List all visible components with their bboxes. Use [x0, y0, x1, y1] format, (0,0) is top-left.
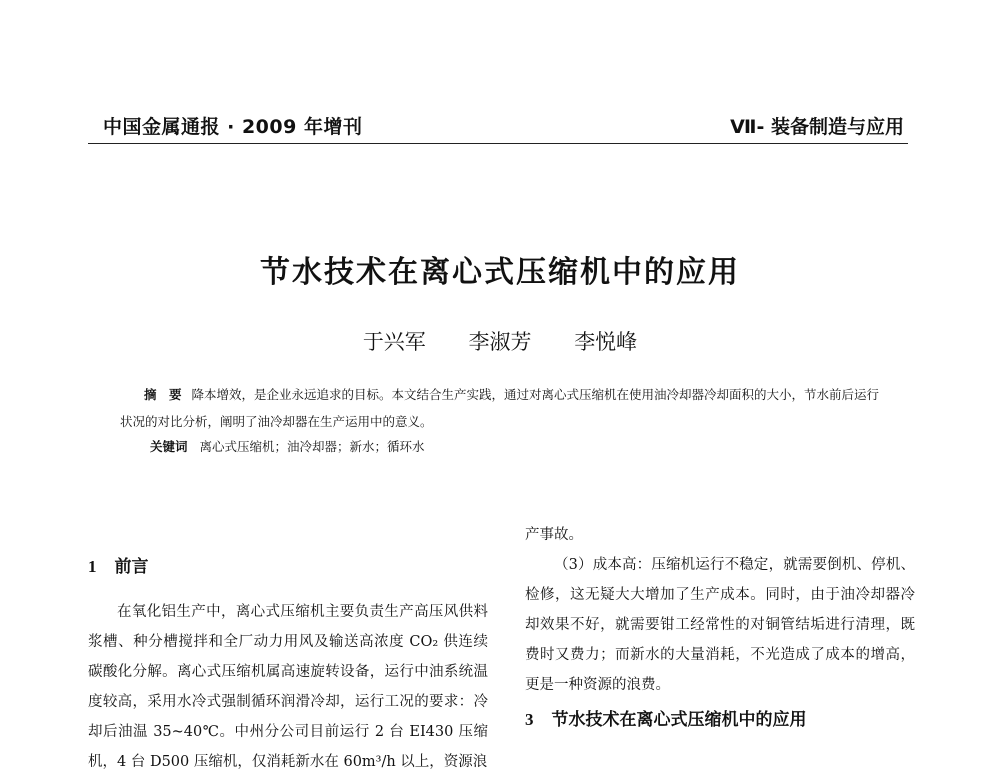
paper-title: 节水技术在离心式压缩机中的应用 — [260, 255, 740, 290]
paragraph-text: （3）成本高：压缩机运行不稳定，就需要倒机、停机、检修，这无疑大大增加了生产成本。同时，由于油冷却器冷却效果不好，就需要钳工经常性的对铜管结垢进行清理，既费时又费力；而新水的大量消耗，不光造成了成本的增高，更是一种资源的浪费。 — [525, 557, 915, 693]
journal-header: 中国金属通报 · 2009 年增刊 — [103, 116, 363, 138]
paragraph-text: 产事故。 — [525, 527, 583, 543]
section-heading — [88, 552, 488, 577]
author: 李淑芳 — [468, 330, 532, 354]
section-number: 1 — [88, 557, 97, 576]
abstract-text: 降本增效，是企业永远追求的目标。本文结合生产实践，通过对离心式压缩机在使用油冷却器冷却面积的大小，节水前后运行状况的对比分析，阐明了油冷却器在生产运用中的意义。 — [120, 387, 880, 429]
section-header: Ⅶ- 装备制造与应用 — [730, 116, 904, 138]
abstract-label: 摘 要 — [144, 387, 182, 402]
section-title: 前言 — [114, 557, 149, 577]
header-divider — [88, 143, 908, 144]
body-paragraph — [88, 597, 488, 777]
section-heading — [525, 705, 915, 730]
author-list — [0, 326, 1000, 356]
author: 于兴军 — [362, 330, 426, 354]
section-title: 节水技术在离心式压缩机中的应用 — [551, 710, 807, 730]
keywords-text: 离心式压缩机；油冷却器；新水；循环水 — [199, 439, 425, 454]
keywords-label: 关键词 — [150, 439, 188, 454]
abstract — [120, 381, 890, 435]
keywords — [150, 437, 425, 455]
body-paragraph — [525, 520, 915, 700]
section-number: 3 — [525, 710, 534, 729]
author: 李悦峰 — [574, 330, 638, 354]
paragraph-text: 在氧化铝生产中，离心式压缩机主要负责生产高压风供料浆槽、种分槽搅拌和全厂动力用风及输送高浓度 CO₂ 供连续碳酸化分解。离心式压缩机属高速旋转设备，运行中油系统温度较高，采用水冷式强制循环润滑冷却，运行工况的要求：冷却后油温 35~40℃。中州分公司目前运行 2 台 EI430 压缩机，4 台 D500 压缩机，仅消耗新水在 60m³/h 以上，资源浪 — [88, 604, 488, 770]
